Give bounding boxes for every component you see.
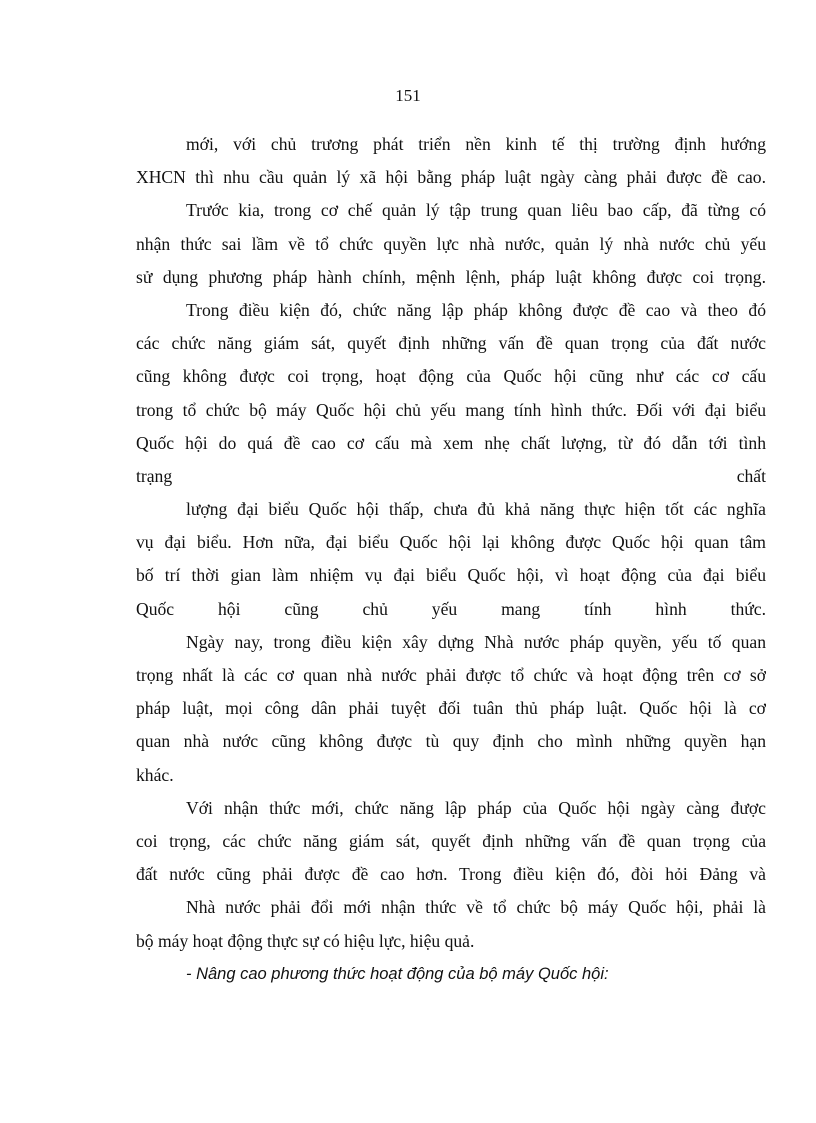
text-line: Quốc hội do quá đề cao cơ cấu mà xem nhẹ chất lượng, từ đó dẫn tới tình	[136, 432, 766, 453]
text-line: trạng chất	[136, 465, 766, 486]
text-line: quan nhà nước cũng không được tù quy định cho mình những quyền hạn	[136, 731, 766, 752]
text-line: pháp luật, mọi công dân phải tuyệt đối tuân thủ pháp luật. Quốc hội là cơ	[136, 698, 766, 719]
text-line: lượng đại biểu Quốc hội thấp, chưa đủ khả năng thực hiện tốt các nghĩa	[186, 499, 766, 520]
text-line: mới, với chủ trương phát triển nền kinh tế thị trường định hướng	[186, 134, 766, 154]
text-line: Ngày nay, trong điều kiện xây dựng Nhà nước pháp quyền, yếu tố quan	[186, 631, 766, 652]
text-line: Nhà nước phải đổi mới nhận thức về tổ chức bộ máy Quốc hội, phải là	[186, 897, 766, 918]
text-line: bộ máy hoạt động thực sự có hiệu lực, hiệu quả.	[136, 930, 475, 951]
text-line: Trong điều kiện đó, chức năng lập pháp không được đề cao và theo đó	[186, 299, 766, 320]
section-heading: - Nâng cao phương thức hoạt động của bộ máy Quốc hội:	[186, 964, 609, 983]
text-line: trọng nhất là các cơ quan nhà nước phải được tổ chức và hoạt động trên cơ sở	[136, 665, 766, 685]
text-line: nhận thức sai lầm về tổ chức quyền lực nhà nước, quản lý nhà nước chủ yếu	[136, 233, 766, 254]
text-line: cũng không được coi trọng, hoạt động của Quốc hội cũng như các cơ cấu	[136, 366, 766, 387]
text-line: các chức năng giám sát, quyết định những vấn đề quan trọng của đất nước	[136, 333, 766, 354]
text-line: đất nước cũng phải được đề cao hơn. Trong điều kiện đó, đòi hỏi Đảng và	[136, 864, 766, 885]
text-line: trong tổ chức bộ máy Quốc hội chủ yếu mang tính hình thức. Đối với đại biểu	[136, 399, 766, 420]
document-body	[136, 128, 766, 991]
text-line: khác.	[136, 764, 174, 785]
text-line: vụ đại biểu. Hơn nữa, đại biểu Quốc hội lại không được Quốc hội quan tâm	[136, 532, 766, 553]
text-line: sử dụng phương pháp hành chính, mệnh lệnh, pháp luật không được coi trọng.	[136, 266, 766, 287]
text-line: Trước kia, trong cơ chế quản lý tập trung quan liêu bao cấp, đã từng có	[186, 200, 766, 221]
text-line: Quốc hội cũng chủ yếu mang tính hình thức.	[136, 598, 766, 619]
page-number: 151	[395, 86, 421, 105]
text-line: coi trọng, các chức năng giám sát, quyết định những vấn đề quan trọng của	[136, 830, 766, 851]
text-line: bố trí thời gian làm nhiệm vụ đại biểu Quốc hội, vì hoạt động của đại biểu	[136, 565, 766, 586]
text-line: XHCN thì nhu cầu quản lý xã hội bằng pháp luật ngày càng phải được đề cao.	[136, 167, 766, 188]
text-line: Với nhận thức mới, chức năng lập pháp của Quốc hội ngày càng được	[186, 797, 766, 818]
